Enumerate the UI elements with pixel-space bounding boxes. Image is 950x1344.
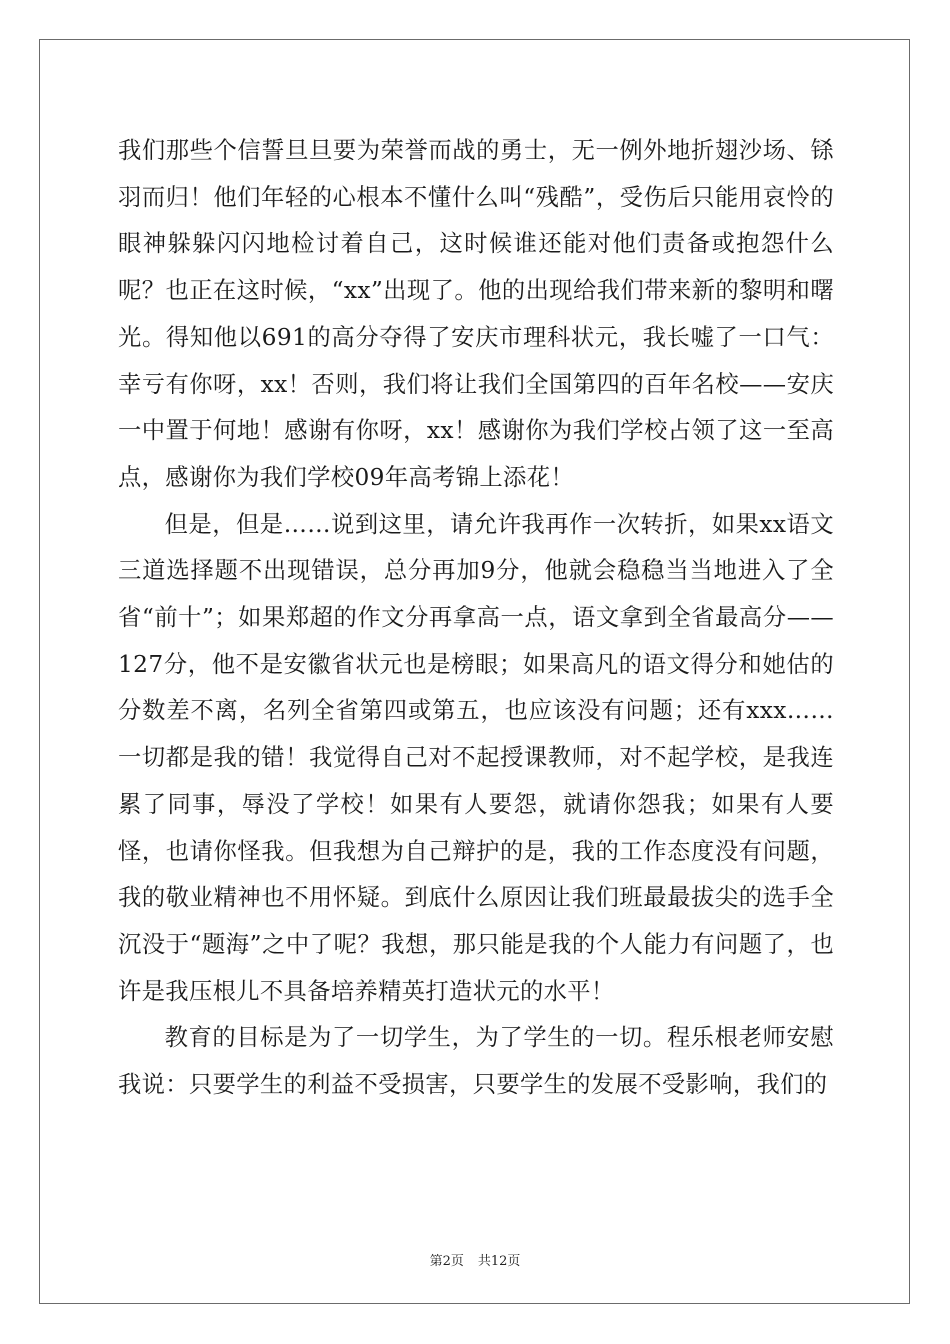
paragraph-2: 但是，但是……说到这里，请允许我再作一次转折，如果xx语文三道选择题不出现错误，总分再加9分，他就会稳稳当当地进入了全省“前十”；如果郑超的作文分再拿高一点，语文拿到全省最高分——127分，他不是安徽省状元也是榜眼；如果高凡的语文得分和她估的分数差不离，名列全省第四或第五，也应该没有问题；还有xxx……一切都是我的错！我觉得自己对不起授课教师，对不起学校，是我连累了同事，辱没了学校！如果有人要怨，就请你怨我；如果有人要怪，也请你怪我。但我想为自己辩护的是，我的工作态度没有问题，我的敬业精神也不用怀疑。到底什么原因让我们班最最拔尖的选手全沉没于“题海”之中了呢？我想，那只能是我的个人能力有问题了，也许是我压根儿不具备培养精英打造状元的水平！ xyxy=(118,510,834,1005)
paragraph-3: 教育的目标是为了一切学生，为了学生的一切。程乐根老师安慰我说：只要学生的利益不受损害，只要学生的发展不受影响，我们的 xyxy=(118,1024,834,1099)
page-total: 共12页 xyxy=(477,1254,521,1269)
paragraph-1: 我们那些个信誓旦旦要为荣誉而战的勇士，无一例外地折翅沙场、铩羽而归！他们年轻的心根本不懂什么叫“残酷”，受伤后只能用哀怜的眼神躲躲闪闪地检讨着自己，这时候谁还能对他们责备或抱怨什么呢？也正在这时候，“xx”出现了。他的出现给我们带来新的黎明和曙光。得知他以691的高分夺得了安庆市理科状元，我长嘘了一口气：幸亏有你呀，xx！否则，我们将让我们全国第四的百年名校——安庆一中置于何地！感谢有你呀，xx！感谢你为我们学校占领了这一至高点，感谢你为我们学校09年高考锦上添花！ xyxy=(118,137,834,491)
document-body xyxy=(118,128,834,1109)
page-footer xyxy=(0,1250,950,1269)
page-number: 第2页 xyxy=(429,1254,464,1269)
